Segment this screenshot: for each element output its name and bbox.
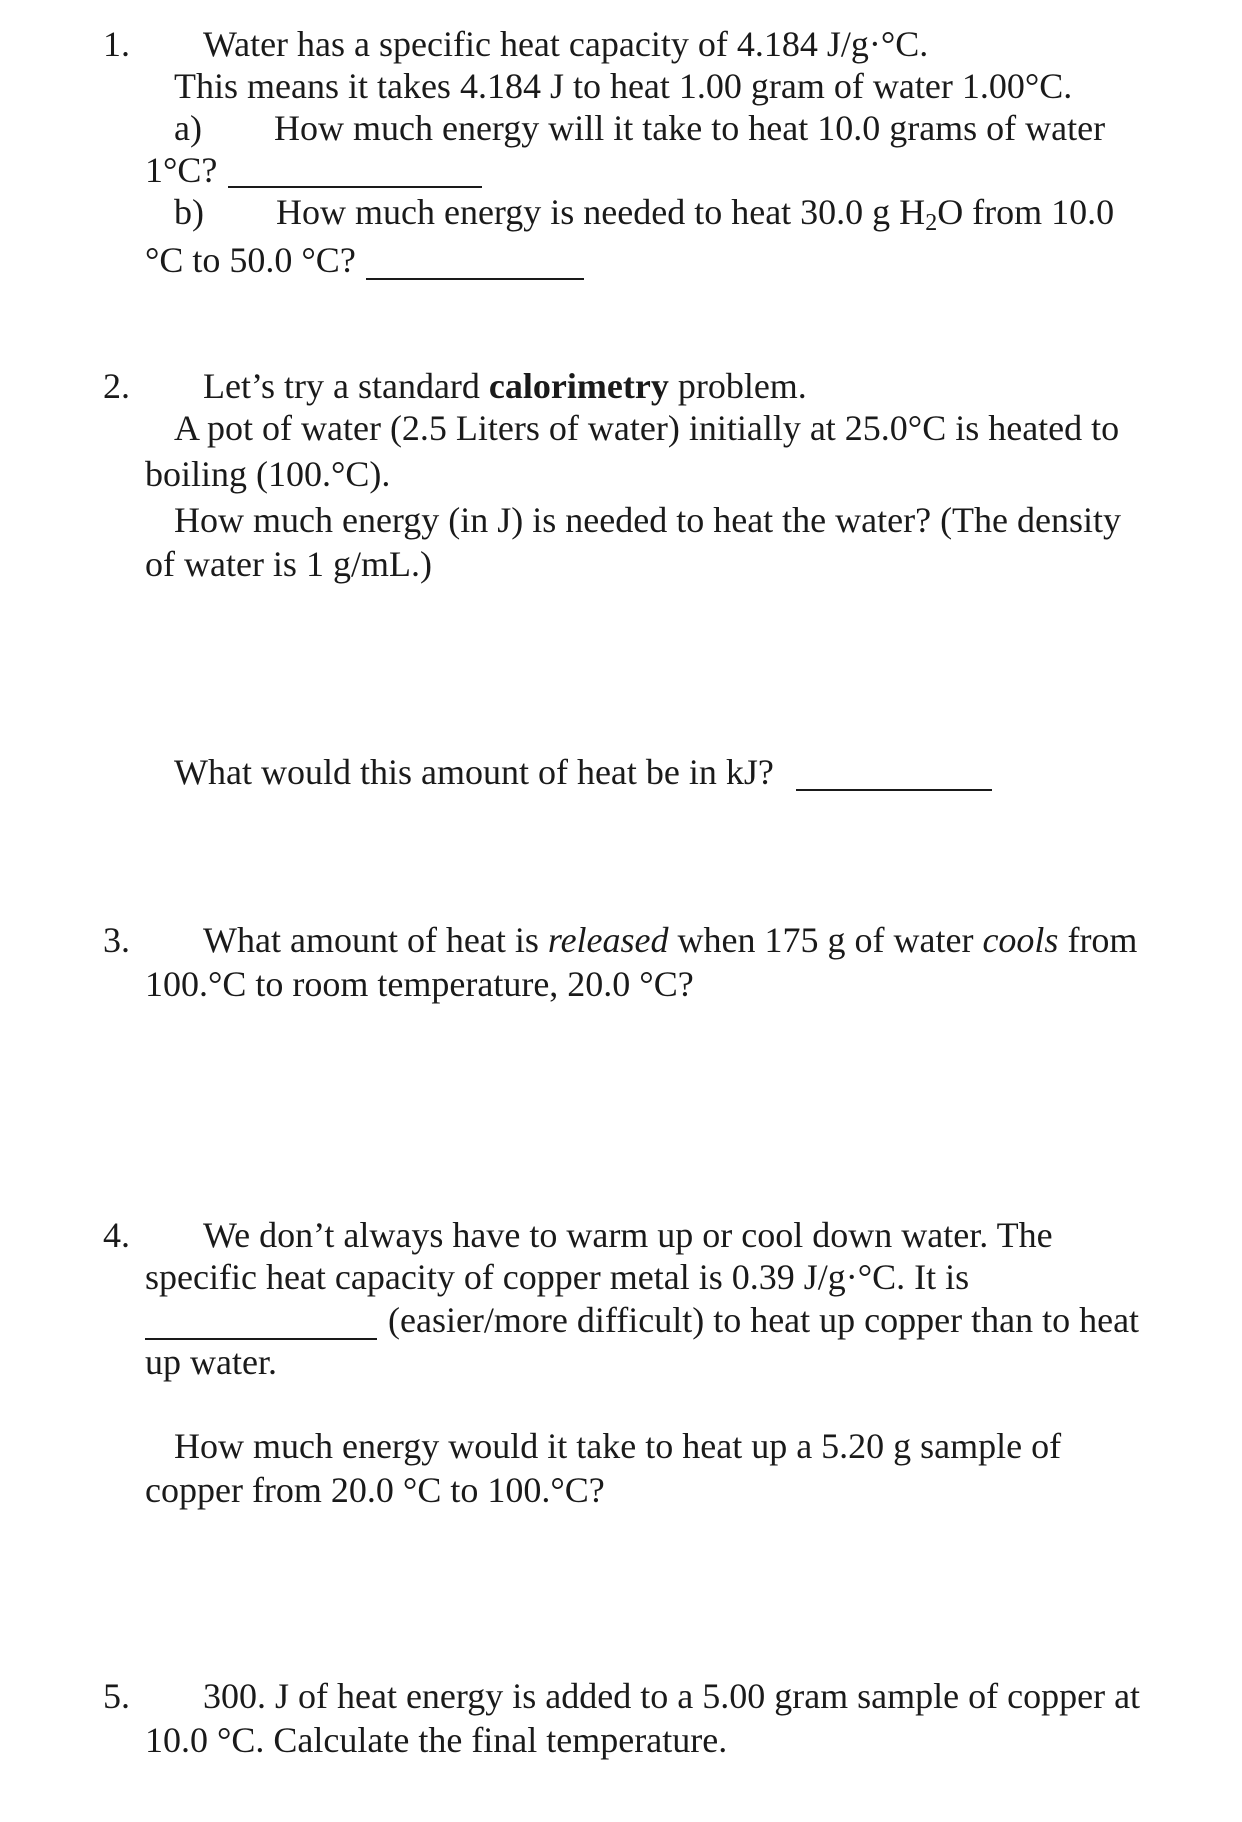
question-text: Let’s try a standard calorimetry problem. — [203, 366, 807, 406]
question-text: up water. — [145, 1342, 277, 1382]
question-text: boiling (100.°C). — [145, 454, 391, 494]
question-text: Water has a specific heat capacity of 4.184 J/g·°C. — [203, 24, 929, 64]
part-text: How much energy will it take to heat 10.0 grams of water — [274, 108, 1106, 148]
question-number: 1. — [103, 24, 130, 64]
part-text: °C to 50.0 °C? — [145, 240, 356, 280]
part-text: How much energy is needed to heat 30.0 g $H_2O$ from 10.0 — [276, 192, 1115, 236]
question-text: 10.0 °C. Calculate the final temperature. — [145, 1720, 728, 1760]
question-text: of water is 1 g/mL.) — [145, 544, 432, 584]
question-text: What amount of heat is released when 175 g of water cools from — [203, 920, 1138, 960]
answer-blank[interactable] — [228, 186, 482, 188]
question-text: A pot of water (2.5 Liters of water) initially at 25.0°C is heated to — [174, 408, 1120, 448]
part-label: a) — [174, 108, 202, 148]
question-number: 3. — [103, 920, 130, 960]
question-number: 5. — [103, 1676, 130, 1716]
followup-text: How much energy would it take to heat up a 5.20 g sample of — [174, 1426, 1062, 1466]
part-text: 1°C? — [145, 150, 218, 190]
question-text: We don’t always have to warm up or cool down water. The — [203, 1215, 1053, 1255]
question-text: 100.°C to room temperature, 20.0 °C? — [145, 964, 694, 1004]
question-text: (easier/more difficult) to heat up copper than to heat — [388, 1300, 1140, 1340]
question-text: This means it takes 4.184 J to heat 1.00 gram of water 1.00°C. — [174, 66, 1073, 106]
question-text: How much energy (in J) is needed to heat the water? (The density — [174, 500, 1122, 540]
question-number: 4. — [103, 1215, 130, 1255]
question-text: 300. J of heat energy is added to a 5.00 gram sample of copper at — [203, 1676, 1141, 1716]
followup-text: copper from 20.0 °C to 100.°C? — [145, 1470, 605, 1510]
answer-blank[interactable] — [366, 278, 584, 280]
answer-blank[interactable] — [796, 789, 992, 791]
followup-text: What would this amount of heat be in kJ? — [174, 752, 774, 792]
part-label: b) — [174, 192, 204, 232]
question-number: 2. — [103, 366, 130, 406]
question-text: specific heat capacity of copper metal is 0.39 J/g·°C. It is — [145, 1257, 970, 1297]
